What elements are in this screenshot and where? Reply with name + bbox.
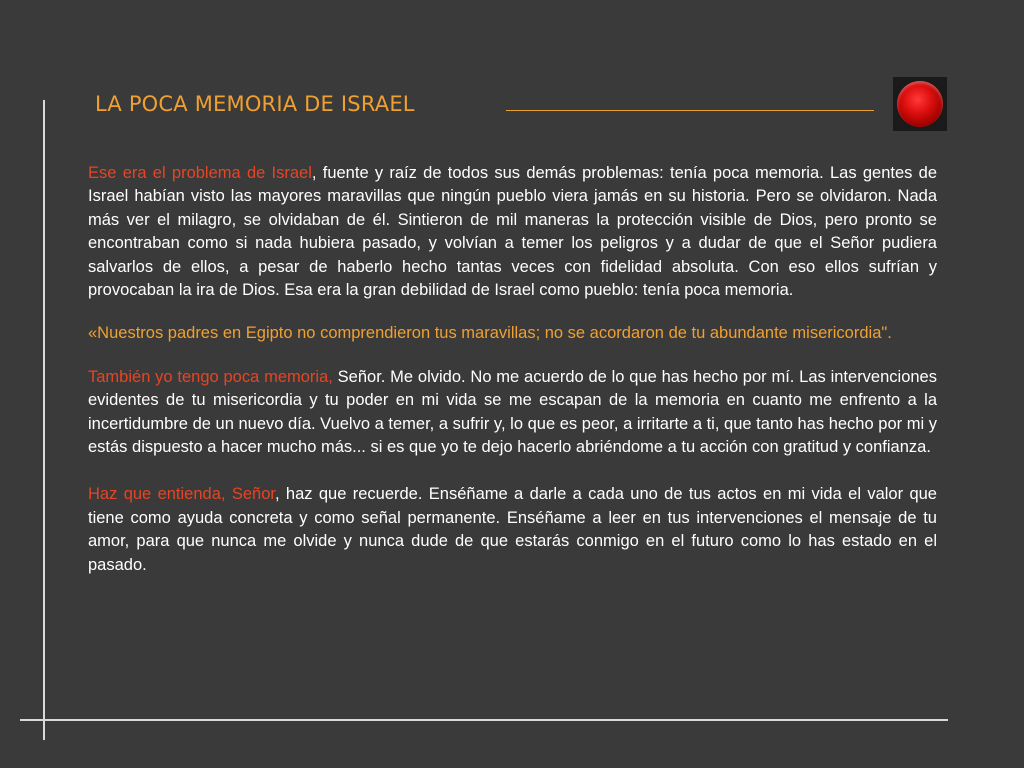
paragraph-1-text: , fuente y raíz de todos sus demás problemas: tenía poca memoria. Las gentes de Israel habían visto las mayores maravillas que ningún pueblo viera jamás en su historia. Pero se olvidaron. Nada más ver el milagro, se olvidaban de él. Sintieron de mil maneras la protección visible de Dios, pero pronto se encontraban como si nada hubiera pasado, y volvían a temer los peligros y a dudar de que el Señor pudiera salvarlos de ellos, a pesar de haberlo hecho tantas veces con fidelidad absoluta. Con eso ellos sufrían y provocaban la ira de Dios. Esa era la gran debilidad de Israel como pueblo: tenía poca memoria.: [88, 164, 938, 300]
paragraph-3: [88, 366, 937, 460]
page-title: LA POCA MEMORIA DE ISRAEL: [95, 92, 415, 116]
title-underline-rule: [506, 110, 874, 111]
paragraph-3-highlight: También yo tengo poca memoria,: [88, 367, 333, 386]
horizontal-decorative-line: [20, 719, 948, 721]
red-ball-button[interactable]: [893, 77, 947, 131]
paragraph-2-quote: «Nuestros padres en Egipto no comprendieron tus maravillas; no se acordaron de tu abundante misericordia".: [88, 324, 892, 343]
red-ball-button-icon: [897, 81, 943, 127]
paragraph-1: [88, 162, 937, 302]
paragraph-4: [88, 483, 937, 577]
paragraph-1-highlight: Ese era el problema de Israel: [88, 164, 312, 182]
paragraph-3-text: Señor. Me olvido. No me acuerdo de lo que has hecho por mí. Las intervenciones evidentes de tu misericordia y tu poder en mi vida se me escapan de la memoria en cuanto me enfrento a la incertidumbre de un nuevo día. Vuelvo a temer, a sufrir y, lo que es peor, a irritarte a ti, que tanto has hecho por mi y estás dispuesto a hacer mucho más... si es que yo te dejo hacerlo abriéndome a tu acción con gratitud y confianza.: [88, 367, 937, 457]
paragraph-4-highlight: Haz que entienda, Señor: [88, 485, 275, 504]
vertical-decorative-line: [43, 100, 45, 740]
body-text: [88, 162, 937, 577]
paragraph-4-text: , haz que recuerde. Enséñame a darle a cada uno de tus actos en mi vida el valor que tiene como ayuda concreta y como señal permanente. Enséñame a leer en tus intervenciones el mensaje de tu amor, para que nunca me olvide y nunca dude de que estarás conmigo en el futuro como lo has estado en el pasado.: [88, 485, 937, 574]
